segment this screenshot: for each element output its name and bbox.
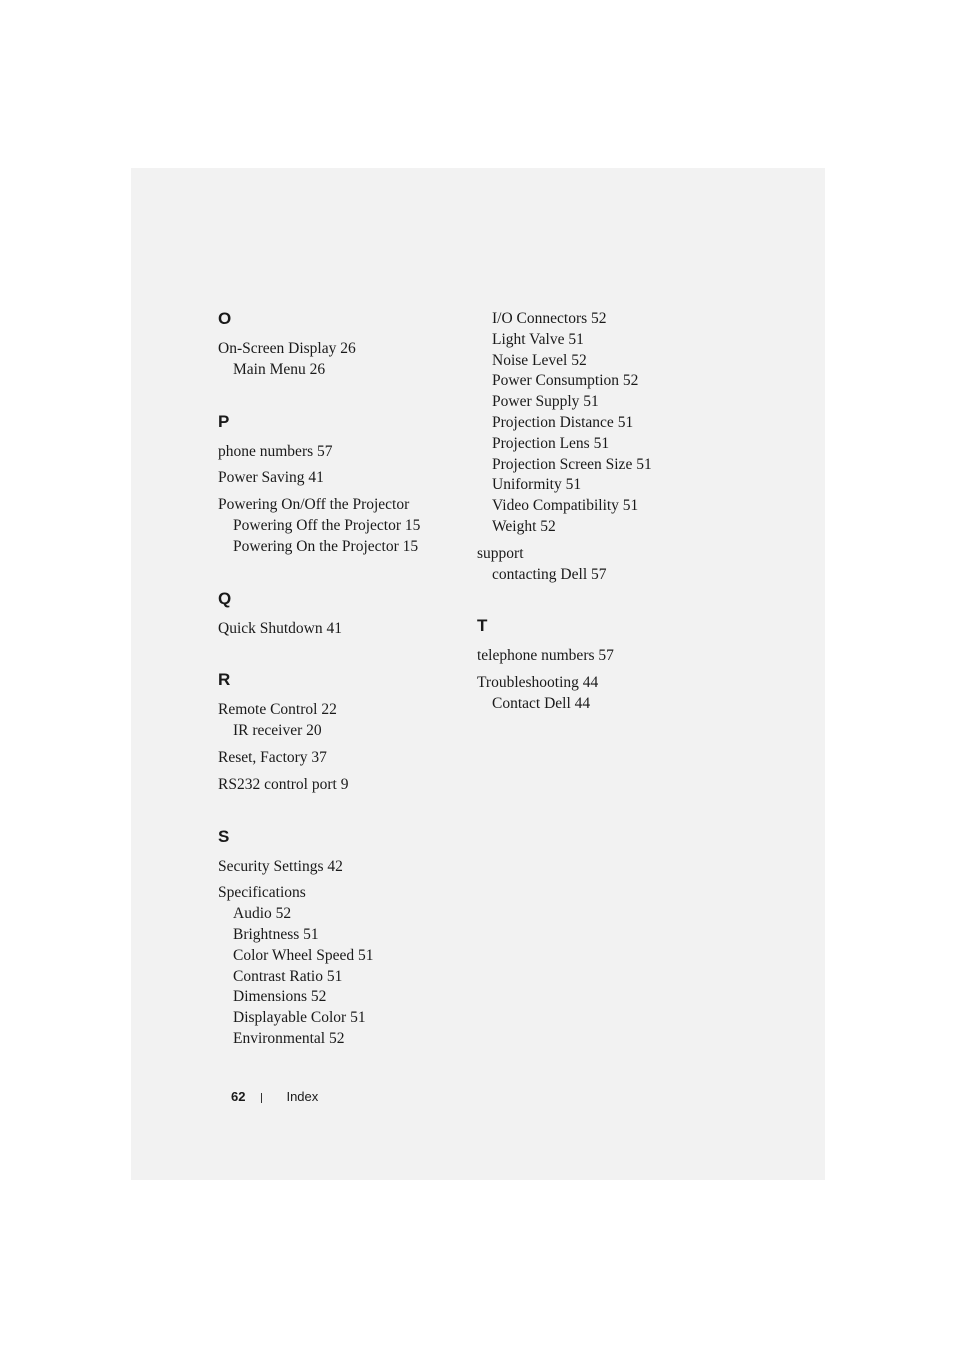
index-term: Remote Control 22: [218, 701, 337, 719]
index-subterm: Contrast Ratio 51: [233, 967, 343, 985]
index-letter-heading: R: [218, 670, 231, 690]
footer-section-title: Index: [286, 1089, 319, 1104]
index-subterm: Power Consumption 52: [492, 372, 639, 390]
index-entry: [477, 309, 727, 538]
index-subterm: Video Compatibility 51: [492, 497, 639, 515]
index-subterm: Main Menu 26: [233, 360, 326, 378]
index-subterm: Powering Off the Projector 15: [233, 516, 421, 534]
index-term: phone numbers 57: [218, 442, 333, 460]
index-letter-heading: T: [477, 616, 488, 636]
index-subterm: Environmental 52: [233, 1029, 345, 1047]
index-section: [218, 309, 468, 381]
index-column-right: [477, 309, 727, 746]
index-term: On-Screen Display 26: [218, 340, 356, 357]
index-term: Powering On/Off the Projector: [218, 496, 410, 514]
index-entry: [477, 646, 727, 667]
index-subterm: Contact Dell 44: [492, 694, 591, 712]
index-term: RS232 control port 9: [218, 775, 349, 793]
page-footer: [231, 1088, 318, 1106]
index-entry: [477, 544, 727, 586]
index-term: Power Saving 41: [218, 469, 324, 487]
index-subterm: Power Supply 51: [492, 393, 599, 411]
index-entry: [218, 442, 468, 463]
index-letter-heading: P: [218, 411, 230, 431]
page-number: 62: [231, 1089, 246, 1104]
index-subterm: Projection Lens 51: [492, 434, 610, 452]
index-column-left: [218, 309, 468, 1081]
index-entry: [218, 748, 468, 769]
index-term: support: [477, 544, 524, 562]
index-subterm: contacting Dell 57: [492, 565, 607, 583]
index-term: Reset, Factory 37: [218, 748, 327, 766]
footer-separator: [261, 1093, 262, 1103]
index-entry: [218, 495, 468, 557]
index-entry: [477, 673, 727, 715]
index-subterm: I/O Connectors 52: [492, 310, 607, 327]
index-subterm: Dimensions 52: [233, 988, 327, 1006]
index-subterm: Noise Level 52: [492, 351, 587, 369]
index-subterm: Brightness 51: [233, 925, 319, 943]
index-subterm: Color Wheel Speed 51: [233, 946, 374, 964]
index-subterm: Audio 52: [233, 905, 292, 923]
index-subterm: Light Valve 51: [492, 330, 584, 348]
index-entry: [218, 775, 468, 796]
index-letter-heading: O: [218, 309, 232, 328]
index-section: [477, 616, 727, 714]
index-subterm: Projection Distance 51: [492, 413, 634, 431]
index-page: [131, 168, 825, 1180]
index-subterm: Weight 52: [492, 517, 556, 535]
index-entry: [218, 700, 468, 742]
index-entry: [218, 339, 468, 381]
index-term: Security Settings 42: [218, 857, 343, 875]
index-subterm: Uniformity 51: [492, 476, 582, 494]
index-entry: [218, 468, 468, 489]
index-entry: [218, 857, 468, 878]
index-section: [218, 589, 468, 640]
index-term: telephone numbers 57: [477, 647, 614, 665]
index-section: [218, 670, 468, 795]
index-letter-heading: S: [218, 826, 230, 846]
index-term: Specifications: [218, 884, 306, 902]
index-letter-heading: Q: [218, 588, 232, 608]
index-subterm: IR receiver 20: [233, 722, 322, 740]
index-entry: [218, 883, 468, 1049]
index-term: Troubleshooting 44: [477, 674, 599, 692]
index-subterm: Displayable Color 51: [233, 1009, 366, 1027]
index-section: [477, 309, 727, 585]
index-subterm: Projection Screen Size 51: [492, 455, 652, 473]
index-term: Quick Shutdown 41: [218, 619, 342, 637]
index-entry: [218, 619, 468, 640]
index-subterm: Powering On the Projector 15: [233, 537, 419, 555]
index-section: [218, 412, 468, 558]
index-section: [218, 827, 468, 1050]
